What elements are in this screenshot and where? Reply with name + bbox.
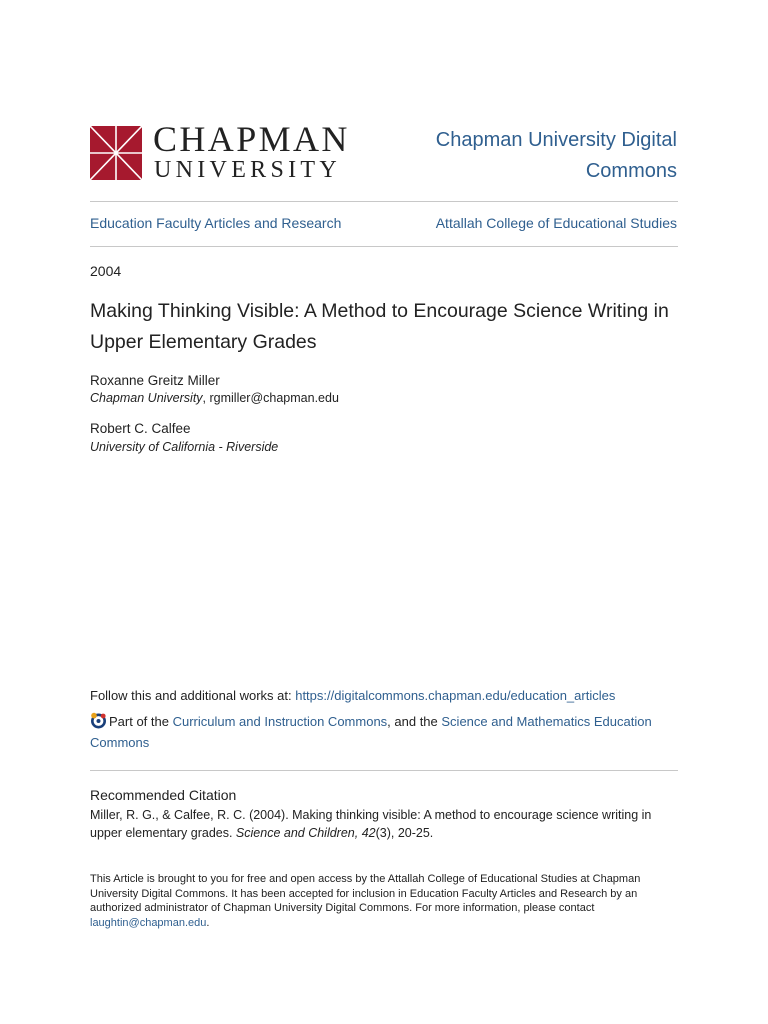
collection-url-link[interactable]: https://digitalcommons.chapman.edu/education_articles: [295, 688, 616, 703]
repository-title-link[interactable]: Chapman University Digital Commons: [435, 129, 677, 182]
chapman-logo-icon: [90, 126, 142, 180]
curriculum-commons-link[interactable]: Curriculum and Instruction Commons: [172, 714, 388, 729]
divider: [90, 201, 678, 202]
citation-journal: Science and Children, 42: [235, 826, 376, 840]
divider: [90, 770, 678, 771]
logo-wordmark-line1: CHAPMAN: [153, 119, 350, 159]
citation-body: Miller, R. G., & Calfee, R. C. (2004). Making thinking visible: A method to encourage science writing in upper elementary grades.: [90, 808, 652, 840]
notice-end: .: [206, 916, 210, 929]
author-name: Roxanne Greitz Miller: [90, 373, 220, 388]
affiliation-institution: Chapman University: [90, 391, 203, 405]
publication-year: 2004: [90, 263, 122, 279]
logo-wordmark-line2: UNIVERSITY: [154, 157, 341, 183]
divider: [90, 246, 678, 247]
notice-text: This Article is brought to you for free and open access by the Attallah College of Educational Studies at Chapman University Digital Commons. It has been accepted for inclusion in Education Faculty Articles and Research by an authorized administrator of Chapman University Digital Commons. For more information, please contact: [90, 873, 641, 914]
college-link[interactable]: Attallah College of Educational Studies: [435, 215, 677, 231]
citation-text: [90, 806, 680, 842]
author-email: , rgmiller@chapman.edu: [202, 391, 339, 405]
author-affiliation: [90, 391, 339, 405]
part-of-label: Part of the: [109, 714, 173, 729]
science-math-commons-link[interactable]: Science and Mathematics Education Commons: [90, 714, 652, 750]
affiliation-institution: University of California - Riverside: [90, 440, 279, 454]
part-of-line: [90, 711, 680, 753]
contact-email-link[interactable]: laughtin@chapman.edu: [90, 916, 207, 929]
access-notice: [90, 872, 680, 930]
author-name: Robert C. Calfee: [90, 421, 191, 436]
citation-issue: (3), 20-25.: [375, 826, 434, 840]
author-affiliation: [90, 440, 278, 454]
follow-line: [90, 688, 615, 703]
follow-label: Follow this and additional works at:: [90, 688, 296, 703]
part-of-conjunction: , and the: [387, 714, 442, 729]
article-title: Making Thinking Visible: A Method to Encourage Science Writing in Upper Elementary Grades: [90, 300, 669, 353]
commons-network-icon: [90, 712, 107, 729]
citation-heading: Recommended Citation: [90, 787, 237, 803]
collection-link[interactable]: Education Faculty Articles and Research: [90, 215, 342, 231]
